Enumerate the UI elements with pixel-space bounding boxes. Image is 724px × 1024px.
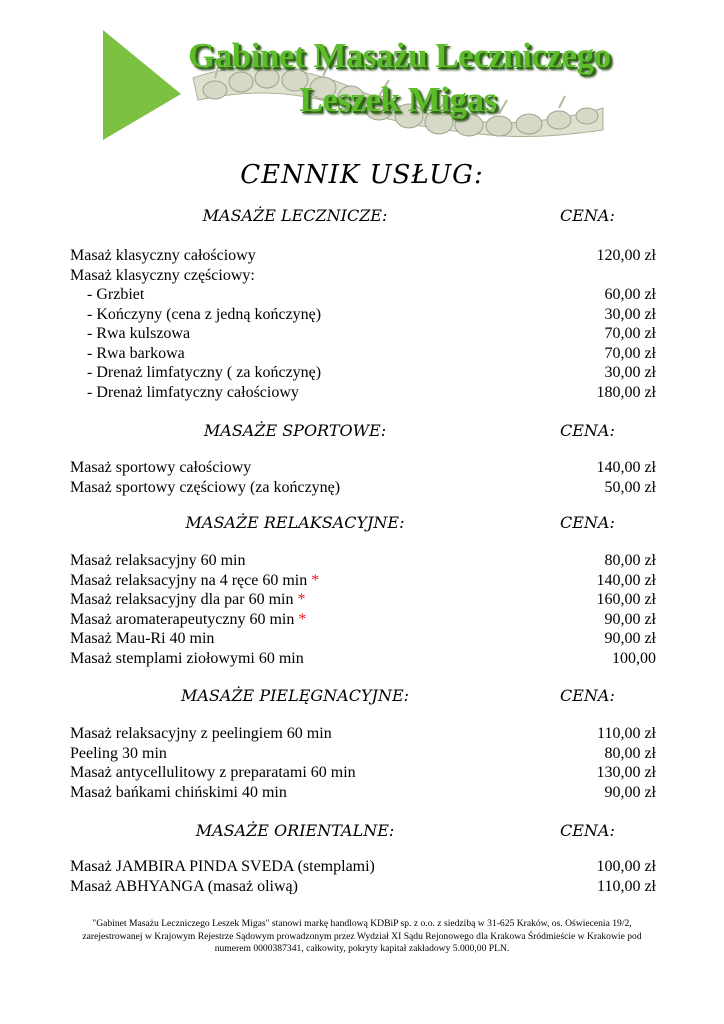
- service-name: Masaż sportowy całościowy: [70, 459, 252, 476]
- price-row: [70, 571, 656, 591]
- section-title: MASAŻE RELAKSACYJNE:: [185, 513, 405, 532]
- page-title: CENNIK USŁUG:: [240, 160, 484, 190]
- service-name: Masaż bańkami chińskimi 40 min: [70, 783, 287, 801]
- service-name: Masaż Mau-Ri 40 min: [70, 630, 215, 647]
- price-list-lecznicze: [70, 246, 656, 402]
- price-row: [70, 551, 656, 571]
- service-price: 110,00 zł: [597, 725, 656, 742]
- asterisk-mark: *: [297, 591, 306, 608]
- price-row: [70, 324, 656, 344]
- banner-title: Gabinet Masażu Leczniczego: [188, 36, 611, 75]
- section-header-pielegnacyjne: [0, 683, 724, 709]
- price-row: [70, 305, 656, 325]
- service-price: 30,00 zł: [604, 305, 656, 323]
- footer-line: zarejestrowanej w Krajowym Rejestrze Sądowym prowadzonym przez Wydział XI Sądu Rejonowego dla Krakowa Śródmieście w Krakowie pod: [82, 930, 642, 942]
- section-header-lecznicze: [0, 203, 724, 229]
- price-row: [70, 363, 656, 383]
- price-column-label: CENA:: [560, 421, 615, 440]
- green-triangle-logo: [103, 30, 181, 140]
- price-row: [70, 763, 656, 783]
- header-banner: [103, 30, 611, 140]
- price-row: [70, 344, 656, 364]
- service-price: 70,00 zł: [604, 344, 656, 362]
- service-price: 80,00 zł: [604, 744, 656, 762]
- price-list-orientalne: [70, 857, 656, 896]
- footer-line: "Gabinet Masażu Leczniczego Leszek Migas" stanowi markę handlową KDBiP sp. z o.o. z siedzibą w 31-625 Kraków, os. Oświecenia 19/2,: [92, 918, 632, 929]
- service-name: - Drenaż limfatyczny ( za kończynę): [87, 364, 322, 381]
- banner-subtitle: Leszek Migas: [299, 80, 497, 119]
- section-header-relaksacyjne: [0, 510, 724, 536]
- service-name: Masaż antycellulitowy z preparatami 60 min: [70, 764, 356, 781]
- service-name: Masaż aromaterapeutyczny 60 min: [70, 610, 295, 628]
- service-name-with-mark: [70, 610, 306, 630]
- service-price: 100,00: [612, 649, 656, 667]
- service-name: - Grzbiet: [87, 286, 145, 303]
- price-column-label: CENA:: [560, 821, 615, 840]
- price-list-pielegnacyjne: [70, 724, 656, 802]
- service-price: 140,00 zł: [596, 571, 656, 589]
- service-price: 90,00 zł: [604, 783, 656, 801]
- service-name: Masaż relaksacyjny 60 min: [70, 552, 246, 569]
- service-name: - Rwa barkowa: [87, 344, 185, 362]
- price-row: [70, 724, 656, 744]
- price-row: [70, 857, 656, 877]
- service-name: - Rwa kulszowa: [87, 325, 191, 342]
- service-name-with-mark: [70, 590, 305, 610]
- price-row: [70, 629, 656, 649]
- price-column-label: CENA:: [560, 686, 615, 705]
- service-price: 140,00 zł: [596, 459, 656, 476]
- service-name: Masaż ABHYANGA (masaż oliwą): [70, 877, 298, 895]
- service-name: Masaż sportowy częściowy (za kończynę): [70, 478, 341, 496]
- price-row: [70, 383, 656, 403]
- asterisk-mark: *: [298, 610, 307, 628]
- service-price: 60,00 zł: [604, 286, 656, 303]
- service-name: Peeling 30 min: [70, 744, 167, 762]
- price-row: [70, 590, 656, 610]
- price-row: [70, 458, 656, 478]
- service-price: 30,00 zł: [604, 364, 656, 381]
- price-row: [70, 246, 656, 266]
- price-row: [70, 744, 656, 764]
- service-price: 160,00 zł: [596, 591, 656, 608]
- price-row: [70, 877, 656, 897]
- section-title: MASAŻE SPORTOWE:: [203, 421, 387, 440]
- price-row: [70, 266, 656, 286]
- section-header-sportowe: [0, 418, 724, 444]
- service-price: 50,00 zł: [604, 478, 656, 496]
- service-name: Masaż relaksacyjny dla par 60 min: [70, 591, 294, 608]
- service-name: Masaż klasyczny częściowy:: [70, 266, 255, 284]
- price-list-sportowe: [70, 458, 656, 497]
- service-name: Masaż stemplami ziołowymi 60 min: [70, 649, 304, 667]
- service-name: Masaż relaksacyjny z peelingiem 60 min: [70, 725, 332, 742]
- service-name: Masaż klasyczny całościowy: [70, 247, 256, 264]
- service-price: 180,00 zł: [596, 383, 656, 401]
- service-name: - Kończyny (cena z jedną kończynę): [87, 305, 322, 323]
- price-row: [70, 649, 656, 669]
- section-title: MASAŻE LECZNICZE:: [202, 206, 388, 225]
- service-name: - Drenaż limfatyczny całościowy: [87, 383, 299, 401]
- price-row: [70, 610, 656, 630]
- price-column-label: CENA:: [560, 206, 615, 225]
- price-row: [70, 285, 656, 305]
- price-row: [70, 478, 656, 498]
- service-price: 110,00 zł: [597, 877, 656, 895]
- service-price: 90,00 zł: [604, 610, 656, 628]
- service-price: 80,00 zł: [604, 552, 656, 569]
- section-title: MASAŻE ORIENTALNE:: [195, 821, 395, 840]
- legal-footer: [60, 918, 664, 956]
- service-price: 130,00 zł: [596, 764, 656, 781]
- service-price: 100,00 zł: [596, 858, 656, 875]
- service-name: Masaż relaksacyjny na 4 ręce 60 min: [70, 571, 308, 589]
- section-header-orientalne: [0, 818, 724, 844]
- asterisk-mark: *: [311, 571, 320, 589]
- service-price: 90,00 zł: [604, 630, 656, 647]
- price-row: [70, 783, 656, 803]
- footer-line: numerem 0000387341, całkowity, pokryty kapitał zakładowy 5.000,00 PLN.: [214, 943, 510, 954]
- section-title: MASAŻE PIELĘGNACYJNE:: [180, 686, 410, 705]
- price-column-label: CENA:: [560, 513, 615, 532]
- service-price: 70,00 zł: [604, 325, 656, 342]
- service-price: 120,00 zł: [596, 247, 656, 264]
- service-name: Masaż JAMBIRA PINDA SVEDA (stemplami): [70, 858, 375, 875]
- price-list-relaksacyjne: [70, 551, 656, 668]
- service-name-with-mark: [70, 571, 319, 591]
